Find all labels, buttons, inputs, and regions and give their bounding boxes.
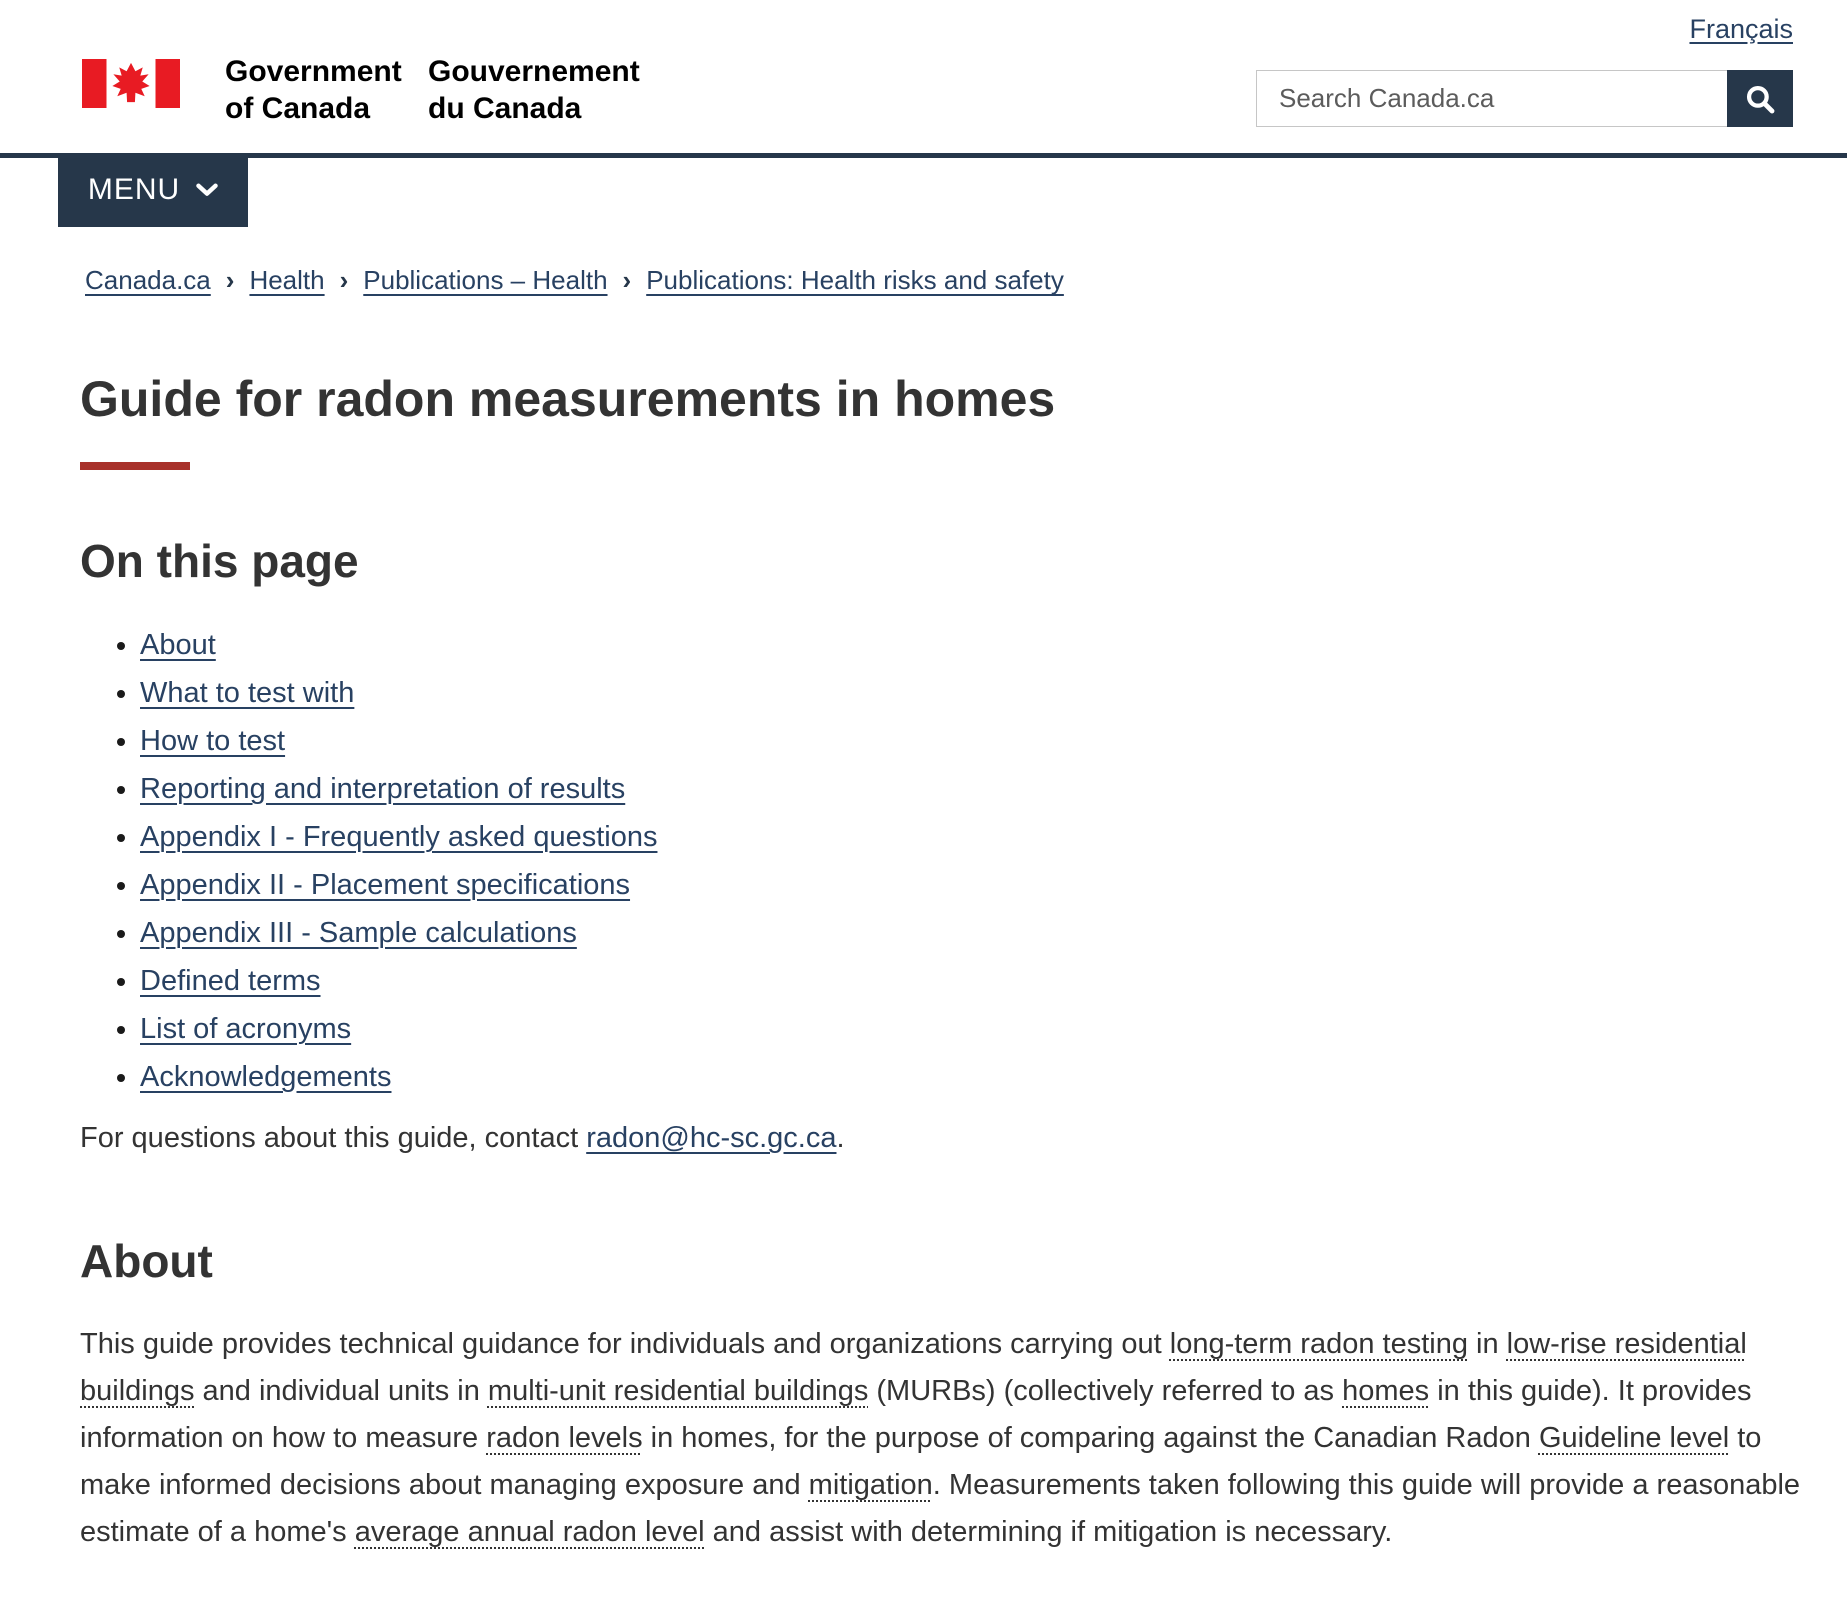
about-text: and individual units in <box>194 1375 488 1407</box>
contact-note <box>80 1122 845 1155</box>
about-paragraph <box>80 1321 1802 1556</box>
contact-note-text: For questions about this guide, contact <box>80 1122 587 1154</box>
about-text: (MURBs) (collectively referred to as <box>868 1375 1343 1407</box>
breadcrumb-link-canada-ca[interactable]: Canada.ca <box>85 265 211 295</box>
contact-note-period: . <box>836 1122 845 1154</box>
wordmark-french: Gouvernement du Canada <box>428 55 640 125</box>
defined-term-link[interactable]: low-rise residential buildings <box>80 1328 1747 1407</box>
toc-link-list-of-acronyms[interactable]: List of acronyms <box>140 1013 352 1045</box>
breadcrumb <box>85 265 1064 296</box>
toc-link-defined-terms[interactable]: Defined terms <box>140 965 321 997</box>
toc-link-what-to-test-with[interactable]: What to test with <box>140 677 355 709</box>
defined-term-link[interactable]: multi-unit residential buildings <box>487 1375 869 1407</box>
toc-link-about[interactable]: About <box>140 629 216 661</box>
toc-link-reporting-and-interpretation[interactable]: Reporting and interpretation of results <box>140 773 626 805</box>
about-text: This guide provides technical guidance for individuals and organizations carrying out <box>80 1328 1170 1360</box>
breadcrumb-link-publications-health-risks-safety[interactable]: Publications: Health risks and safety <box>646 265 1064 295</box>
menu-button[interactable] <box>58 153 248 227</box>
toc-list <box>80 628 657 1108</box>
language-toggle-link[interactable]: Français <box>1689 14 1793 44</box>
title-accent-bar <box>80 462 190 470</box>
search-icon <box>1743 82 1777 116</box>
defined-term-link[interactable]: mitigation <box>808 1469 933 1501</box>
breadcrumb-separator-icon: › <box>339 265 349 295</box>
breadcrumb-link-health[interactable]: Health <box>249 265 325 295</box>
about-text: and assist with determining if mitigation is necessary. <box>704 1516 1393 1548</box>
toc-item <box>140 868 657 903</box>
search-input[interactable] <box>1256 70 1727 127</box>
defined-term-link[interactable]: Guideline level <box>1538 1422 1730 1454</box>
canada-flag-icon <box>82 59 180 108</box>
email-link[interactable]: radon@hc-sc.gc.ca <box>586 1122 837 1154</box>
about-text: to make informed decisions about managing exposure and <box>80 1422 1762 1501</box>
toc-item <box>140 916 657 951</box>
defined-term-link[interactable]: average annual radon level <box>354 1516 705 1548</box>
search-button[interactable] <box>1727 70 1793 127</box>
about-text: in this guide). It provides information on how to measure <box>80 1375 1752 1454</box>
on-this-page-heading: On this page <box>80 535 359 587</box>
toc-link-appendix-3-calculations[interactable]: Appendix III - Sample calculations <box>140 917 577 949</box>
about-heading: About <box>80 1235 213 1287</box>
toc-item <box>140 772 657 807</box>
breadcrumb-separator-icon: › <box>622 265 632 295</box>
defined-term-link[interactable]: long-term radon testing <box>1169 1328 1468 1360</box>
breadcrumb-separator-icon: › <box>225 265 235 295</box>
toc-link-how-to-test[interactable]: How to test <box>140 725 286 757</box>
toc-link-appendix-2-placement[interactable]: Appendix II - Placement specifications <box>140 869 631 901</box>
toc-item <box>140 1060 657 1095</box>
chevron-down-icon <box>196 183 218 197</box>
toc-item <box>140 1012 657 1047</box>
about-text: in <box>1467 1328 1507 1360</box>
toc-item <box>140 676 657 711</box>
defined-term-link[interactable]: radon levels <box>486 1422 643 1454</box>
defined-term-link[interactable]: homes <box>1342 1375 1430 1407</box>
breadcrumb-link-publications-health[interactable]: Publications – Health <box>363 265 608 295</box>
toc-item <box>140 628 657 663</box>
header-divider <box>0 153 1847 158</box>
wordmark-english: Government of Canada <box>225 55 402 125</box>
site-search <box>1256 70 1793 127</box>
about-text: . Measurements taken following this guide will provide a reasonable estimate of a home's <box>80 1469 1801 1548</box>
toc-item <box>140 820 657 855</box>
toc-link-appendix-1-faq[interactable]: Appendix I - Frequently asked questions <box>140 821 658 853</box>
menu-button-label: MENU <box>87 173 181 206</box>
page-title: Guide for radon measurements in homes <box>80 371 1056 427</box>
about-text: in homes, for the purpose of comparing against the Canadian Radon <box>642 1422 1539 1454</box>
toc-item <box>140 964 657 999</box>
toc-link-acknowledgements[interactable]: Acknowledgements <box>140 1061 392 1093</box>
toc-item <box>140 724 657 759</box>
